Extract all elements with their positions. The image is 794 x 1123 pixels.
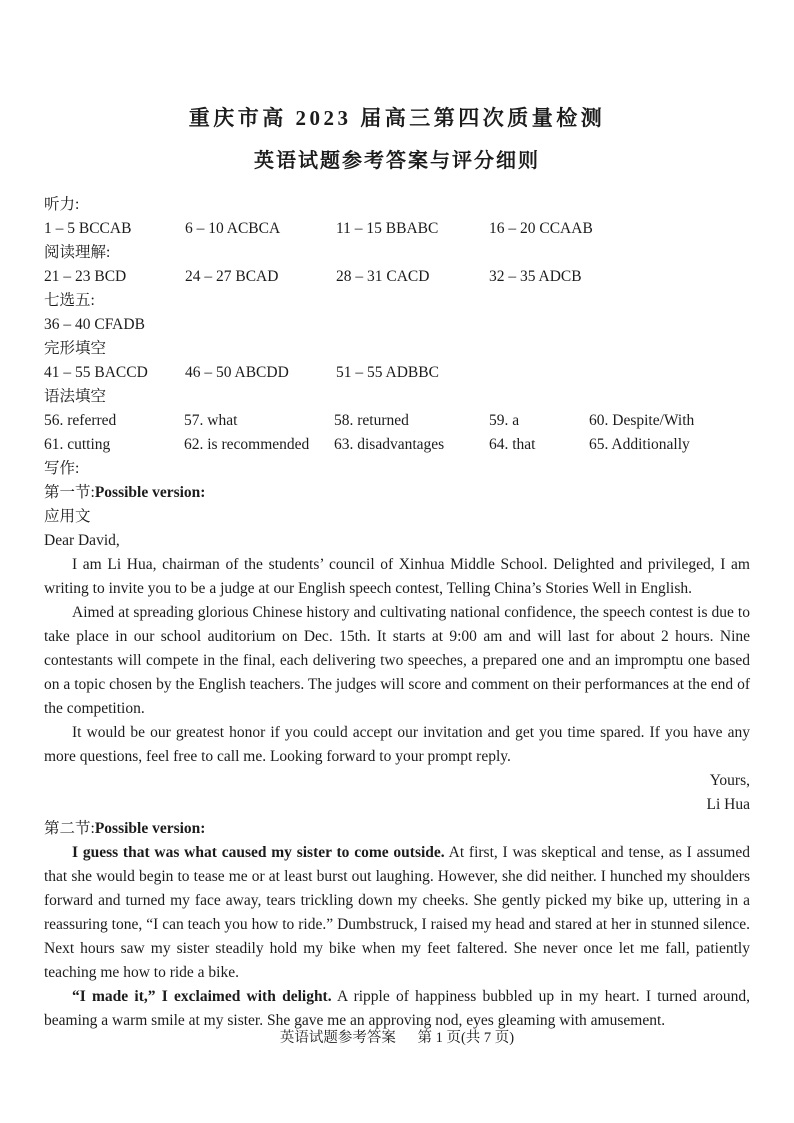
essay-paragraph-2-lead: “I made it,” I exclaimed with delight.: [72, 988, 332, 1005]
answer-cell: 65. Additionally: [589, 436, 690, 453]
section-label-writing: 写作:: [44, 460, 80, 477]
section1-heading-cn: 第一节:: [44, 484, 95, 501]
answer-cell: 58. returned: [334, 412, 409, 429]
section1-possible-version-label: Possible version:: [94, 484, 206, 501]
letter-salutation: Dear David,: [44, 532, 120, 549]
writing-section1-heading: [44, 481, 750, 505]
answer-cell: 46 – 50 ABCDD: [185, 364, 289, 381]
section-label-listening: 听力:: [44, 196, 80, 213]
answer-cell: 6 – 10 ACBCA: [185, 220, 281, 237]
section-label-cloze: 完形填空: [44, 340, 107, 357]
letter-signature: Li Hua: [706, 796, 750, 813]
letter-paragraph-2: Aimed at spreading glorious Chinese history and cultivating national confidence, the speech contest is due to take place in our school auditorium on Dec. 15th. It starts at 9:00 am and will last for about 2 hours. Nine contestants will compete in the final, each delivering two speeches, a prepared one and an impromptu one based on a topic chosen by the English teachers. The judges will score and comment on their performances at the end of the competition.: [44, 604, 750, 717]
answer-row-seven-choose-five: [44, 313, 750, 337]
answer-cell: 60. Despite/With: [589, 412, 695, 429]
answer-cell: 57. what: [184, 412, 238, 429]
answer-cell: 59. a: [489, 412, 520, 429]
section2-heading-cn: 第二节:: [44, 820, 95, 837]
answer-cell: 36 – 40 CFADB: [44, 316, 145, 333]
answer-cell: 62. is recommended: [184, 436, 310, 453]
document-body: [44, 193, 750, 1033]
letter-closing: Yours,: [709, 772, 750, 789]
answer-cell: 11 – 15 BBABC: [336, 220, 439, 237]
answer-cell: 32 – 35 ADCB: [489, 268, 582, 285]
answer-cell: 24 – 27 BCAD: [185, 268, 279, 285]
letter-paragraph-3: It would be our greatest honor if you could accept our invitation and get you time spared. If you have any more questions, feel free to call me. Looking forward to your prompt reply.: [44, 724, 750, 765]
footer-page-number: 第 1 页(共 7 页): [417, 1030, 515, 1046]
answer-row-grammar-2: [44, 433, 750, 457]
answer-row-grammar-1: [44, 409, 750, 433]
answer-cell: 1 – 5 BCCAB: [44, 220, 132, 237]
answer-cell: 41 – 55 BACCD: [44, 364, 148, 381]
answer-cell: 28 – 31 CACD: [336, 268, 430, 285]
page-footer: [0, 1026, 794, 1050]
footer-doc-name: 英语试题参考答案: [279, 1030, 396, 1046]
answer-cell: 56. referred: [44, 412, 117, 429]
letter-paragraph-1: I am Li Hua, chairman of the students’ council of Xinhua Middle School. Delighted and privileged, I am writing to invite you to be a judge at our English speech contest, Telling China’s Stories Well in English.: [44, 556, 750, 597]
genre-label: 应用文: [44, 508, 91, 525]
answer-cell: 51 – 55 ADBBC: [336, 364, 439, 381]
essay-paragraph-1-body: At first, I was skeptical and tense, as I assumed that she would begin to tease me or at least burst out laughing. However, she did neither. I hunched my shoulders forward and turned my face away, tears trickling down my cheeks. She gently picked my bike up, uttering in a reassuring tone, “I can teach you how to ride.” Dumbstruck, I raised my head and stared at her in stunned silence. Next hours saw my sister steadily hold my bike when my feet faltered. She never once let me fall, patiently teaching me how to ride a bike.: [44, 844, 750, 981]
document-title: 重庆市高 2023 届高三第四次质量检测: [188, 106, 606, 130]
answer-cell: 61. cutting: [44, 436, 111, 453]
section-label-grammar: 语法填空: [44, 388, 107, 405]
section2-possible-version-label: Possible version:: [94, 820, 206, 837]
answer-row-listening: [44, 217, 750, 241]
answer-cell: 64. that: [489, 436, 536, 453]
essay-paragraph-1: [44, 841, 750, 985]
answer-cell: 63. disadvantages: [334, 436, 445, 453]
essay-paragraph-2-body: A ripple of happiness bubbled up in my heart. I turned around, beaming a warm smile at my sister. She gave me an approving nod, eyes gleaming with amusement.: [44, 988, 750, 1029]
answer-row-reading: [44, 265, 750, 289]
document-subtitle: 英语试题参考答案与评分细则: [254, 150, 540, 172]
writing-section2-heading: [44, 817, 750, 841]
answer-row-cloze: [44, 361, 750, 385]
section-label-reading: 阅读理解:: [44, 244, 111, 261]
section-label-seven-choose-five: 七选五:: [44, 292, 95, 309]
answer-cell: 21 – 23 BCD: [44, 268, 127, 285]
essay-paragraph-1-lead: I guess that was what caused my sister to come outside.: [72, 844, 445, 861]
answer-cell: 16 – 20 CCAAB: [489, 220, 593, 237]
